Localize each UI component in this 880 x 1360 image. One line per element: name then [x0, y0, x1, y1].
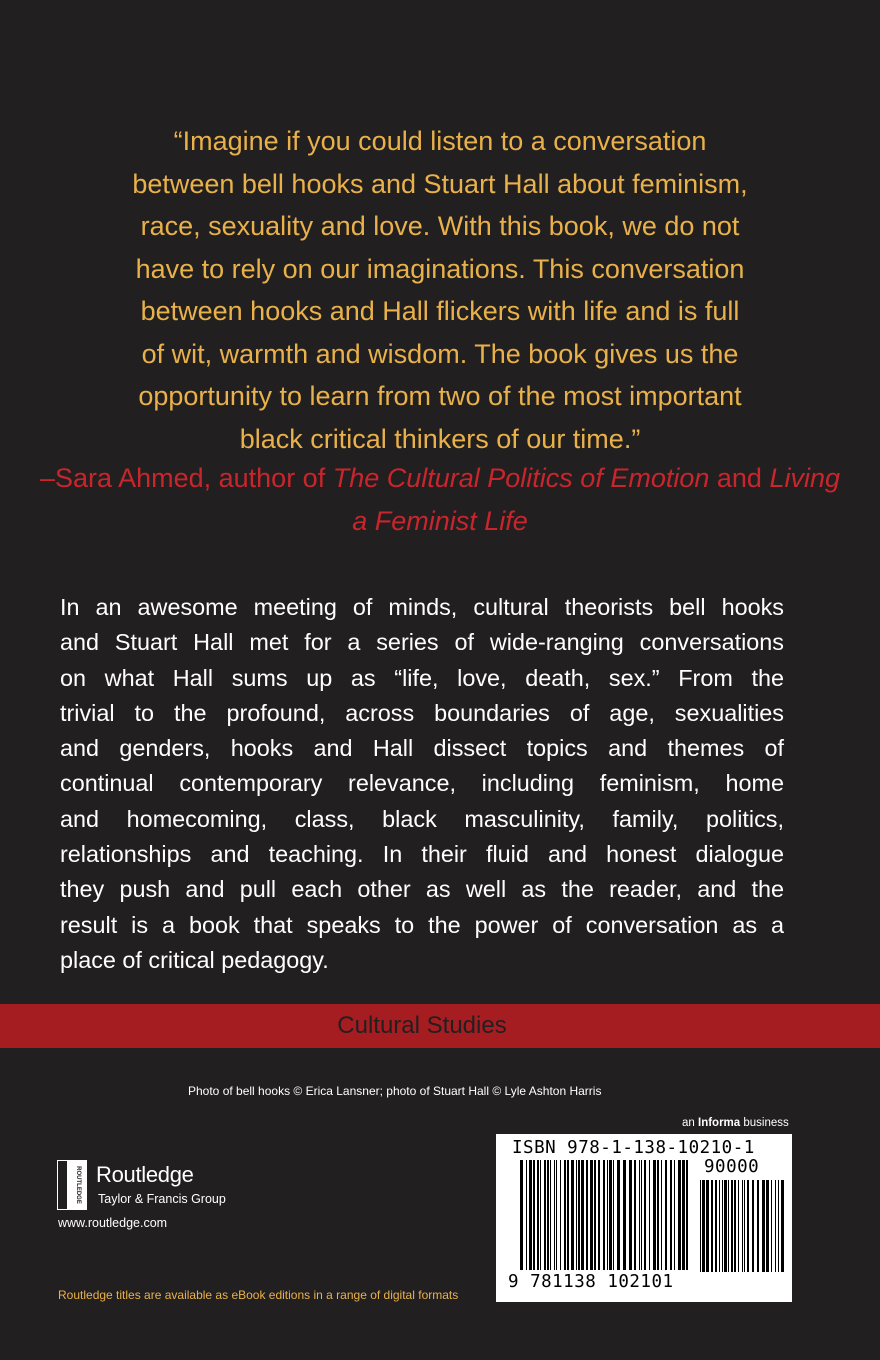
quote-line: between bell hooks and Stuart Hall about feminism, [132, 168, 748, 199]
ean-number: 9 781138 102101 [508, 1272, 674, 1292]
quote-line: between hooks and Hall flickers with life and is full [140, 296, 740, 326]
barcode-bar [742, 1180, 743, 1272]
barcode-bar [678, 1160, 681, 1270]
barcode-bar [547, 1160, 549, 1270]
quote-line: of wit, warmth and wisdom. The book gives us the [141, 338, 739, 369]
barcode-bar [778, 1180, 779, 1272]
barcode-bar [607, 1160, 608, 1270]
barcode-bar [711, 1180, 713, 1272]
quote-line: race, sexuality and love. With this book, we do not [140, 211, 740, 241]
informa-prefix: an [682, 1117, 698, 1129]
barcode-bar [775, 1180, 776, 1272]
description-line: result is a book that speaks to the power of conversation as a [60, 911, 784, 938]
informa-suffix: business [740, 1117, 789, 1129]
informa-name: Informa [698, 1117, 741, 1129]
barcode-bar [594, 1160, 596, 1270]
barcode-bar [715, 1180, 717, 1272]
category-label: Cultural Studies [337, 1012, 507, 1039]
barcode-bar [738, 1180, 739, 1272]
barcode-bar [731, 1180, 733, 1272]
barcode-bar [757, 1180, 759, 1272]
informa-tagline [682, 1117, 789, 1129]
barcode-bar [702, 1180, 705, 1272]
barcode-bar [706, 1180, 709, 1272]
barcode-bar [571, 1160, 574, 1270]
logo-mark-text: ROUTLEDGE [75, 1166, 81, 1204]
barcode-bar [540, 1160, 541, 1270]
description-line: on what Hall sums up as “life, love, death, sex.” From the [60, 664, 784, 691]
quote-line: black critical thinkers of our time.” [239, 423, 641, 454]
barcode-bar [590, 1160, 593, 1270]
barcode-bar [603, 1160, 605, 1270]
barcode-bar [576, 1160, 577, 1270]
book-description [60, 590, 784, 978]
description-line: trivial to the profound, across boundaries of age, sexualities [60, 699, 784, 726]
barcode-bar [586, 1160, 588, 1270]
barcode-bar [578, 1160, 580, 1270]
barcode-bar [653, 1160, 656, 1270]
publisher-name: Routledge [96, 1162, 194, 1187]
quote-line: opportunity to learn from two of the most important [138, 381, 742, 411]
barcode-bar [644, 1160, 646, 1270]
barcode-bar [724, 1180, 727, 1272]
quote-line: have to rely on our imaginations. This conversation [135, 253, 745, 284]
barcode-bar [744, 1180, 745, 1272]
barcode-bar [560, 1160, 561, 1270]
barcode-bar [556, 1160, 557, 1270]
barcode-bar [613, 1160, 614, 1270]
description-line: they push and pull each other as well as the reader, and the [60, 876, 784, 903]
barcode-bar [752, 1180, 754, 1272]
barcode-bar [609, 1160, 612, 1270]
publisher-url[interactable]: www.routledge.com [58, 1216, 168, 1230]
barcode-bar [747, 1180, 749, 1272]
barcode-bar [564, 1160, 566, 1270]
barcode-bar [520, 1160, 523, 1270]
barcode-bar [641, 1160, 642, 1270]
barcode-bar [722, 1180, 723, 1272]
barcode-bar [670, 1160, 672, 1270]
barcode-bar [526, 1160, 527, 1270]
barcode-bar [537, 1160, 539, 1270]
barcode-bar [639, 1160, 640, 1270]
description-line: and Stuart Hall met for a series of wide-ranging conversations [60, 629, 784, 656]
barcode-bar [719, 1180, 720, 1272]
barcode-bar [634, 1160, 636, 1270]
quote-line: “Imagine if you could listen to a conversation [173, 126, 707, 156]
barcode-bar [682, 1160, 685, 1270]
barcode-bar [617, 1160, 620, 1270]
barcode-bar [766, 1180, 769, 1272]
barcode-bar [657, 1160, 659, 1270]
ebook-note: Routledge titles are available as eBook editions in a range of digital formats [58, 1288, 459, 1302]
ean-barcode [520, 1160, 696, 1278]
description-line: In an awesome meeting of minds, cultural theorists bell hooks [60, 594, 784, 620]
description-line: and homecoming, class, black masculinity, family, politics, [60, 805, 784, 832]
barcode-bar [533, 1160, 535, 1270]
publisher-group: Taylor & Francis Group [98, 1192, 226, 1206]
barcode-bar [550, 1160, 551, 1270]
description-line: continual contemporary relevance, including feminism, home [60, 770, 784, 797]
photo-credit: Photo of bell hooks © Erica Lansner; photo of Stuart Hall © Lyle Ashton Harris [188, 1084, 602, 1098]
barcode-bar [686, 1160, 688, 1270]
attribution-title-2: Living a Feminist Life [352, 463, 840, 536]
barcode-bar [529, 1160, 532, 1270]
barcode-bar [567, 1160, 569, 1270]
barcode-bar [734, 1180, 736, 1272]
description-line: relationships and teaching. In their fluid and honest dialogue [60, 841, 784, 868]
barcode-bar [623, 1160, 626, 1270]
isbn-number: ISBN 978-1-138-10210-1 [512, 1138, 755, 1158]
quote-attribution [40, 457, 840, 542]
barcode-bar [661, 1160, 662, 1270]
barcode-bar [665, 1160, 667, 1270]
addon-barcode [700, 1180, 786, 1298]
description-line: place of critical pedagogy. [60, 946, 329, 973]
endorsement-quote [40, 120, 840, 460]
barcode-bar [700, 1180, 701, 1272]
description-line: and genders, hooks and Hall dissect topics and themes of [60, 735, 784, 762]
barcode-bar [581, 1160, 584, 1270]
barcode-bar [781, 1180, 784, 1272]
barcode-bar [649, 1160, 650, 1270]
attribution-title-1: The Cultural Politics of Emotion [332, 463, 710, 493]
barcode-bar [674, 1160, 675, 1270]
routledge-logo-icon [57, 1160, 87, 1210]
price-code: 90000 [704, 1157, 760, 1177]
attribution-prefix: –Sara Ahmed, author of [40, 463, 333, 493]
attribution-and: and [709, 463, 770, 493]
barcode-bar [554, 1160, 555, 1270]
barcode-bar [762, 1180, 765, 1272]
barcode-bar [629, 1160, 632, 1270]
barcode-bar [771, 1180, 772, 1272]
barcode-bar [544, 1160, 546, 1270]
barcode-bar [728, 1180, 729, 1272]
barcode-bar [598, 1160, 600, 1270]
